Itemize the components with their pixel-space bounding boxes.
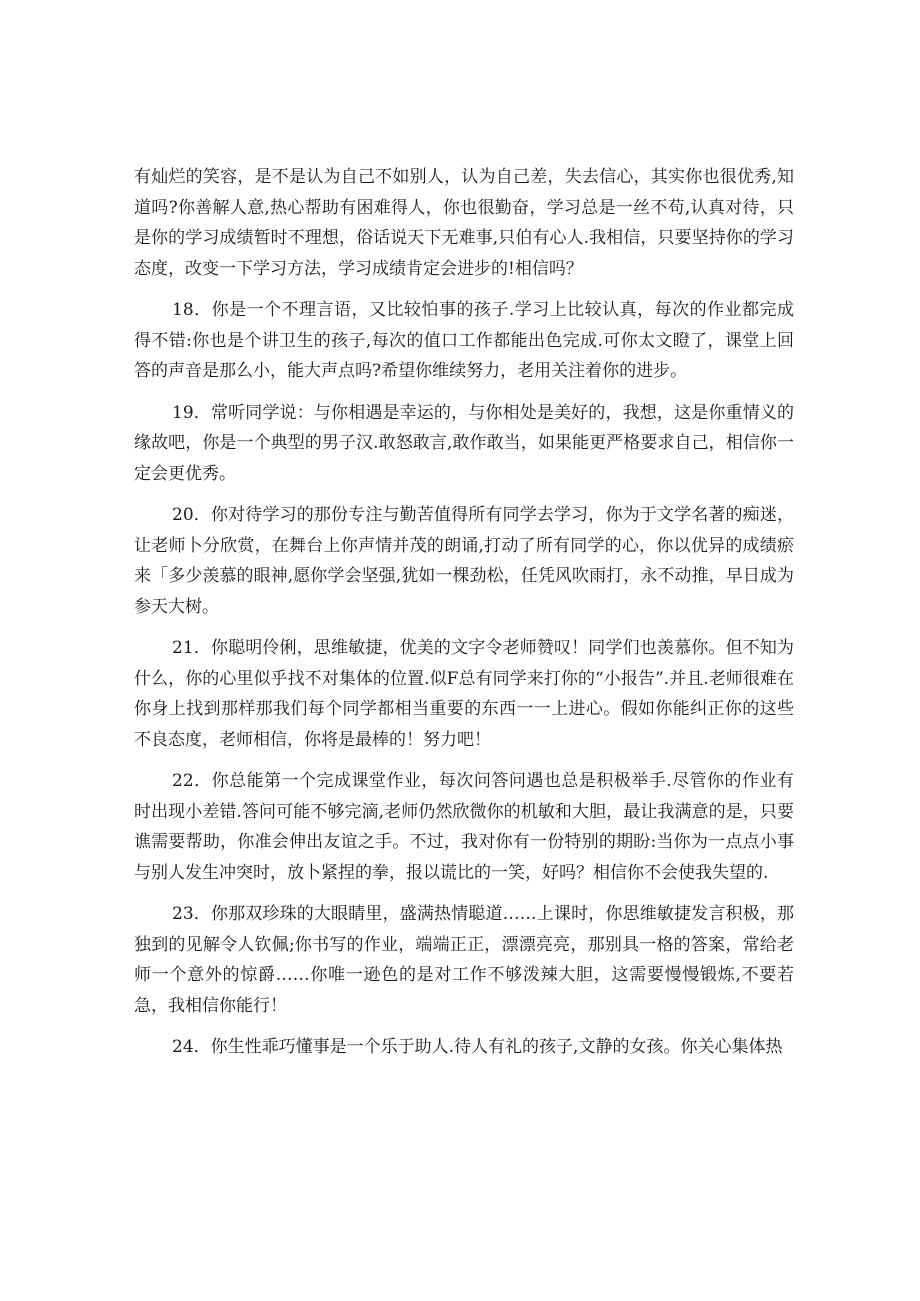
document-body <box>134 162 794 1074</box>
paragraph-17-continued: 有灿烂的笑容，是不是认为自己不如别人，认为自己差，失去信心，其实你也很优秀,知道吗?你善解人意,热心帮助有困难得人，你也很勤奋，学习总是一丝不苟,认真对待，只是你的学习成绩暂时不理想，俗话说天下无难事,只伯有心人.我相信，只要坚持你的学习态度，改变一下学习方法，学习成绩肯定会进步的!相信吗？ <box>134 167 794 279</box>
paragraph-24: 24．你生性乖巧懂事是一个乐于助人.待人有礼的孩子,文静的女孩。你关心集体热 <box>172 1037 783 1057</box>
paragraph-20: 20．你对待学习的那份专注与勤苦值得所有同学去学习，你为于文学名著的痴迷，让老师卜分欣赏，在舞台上你声情并茂的朗诵,打动了所有同学的心，你以优异的成绩瘀来「多少羡慕的眼神,愿你学会坚强,犹如一棵劲松，任凭风吹雨打，永不动推，早日成为参天大树。 <box>134 505 794 617</box>
paragraph-18: 18．你是一个不理言语，又比较怕事的孩子.学习上比较认真，每次的作业都完成得不错:你也是个讲卫生的孩子,每次的值口工作都能出色完成.可你太文瞪了，课堂上回答的声音是那么小，能大声点吗?希望你维续努力，老用关注着你的进步。 <box>134 300 794 381</box>
paragraph-19: 19．常听同学说：与你相遇是幸运的，与你相处是美好的，我想，这是你重情义的缘故吧，你是一个典型的男子汉.敢怒敢言,敢作敢当，如果能更严格要求自己，相信你一定会更优秀。 <box>134 402 794 484</box>
paragraph-21: 21．你聪明伶俐，思维敏捷，优美的文字令老师赞叹！同学们也羡慕你。但不知为什么，你的心里似乎找不对集体的位置.似F总有同学来打你的“小报告”.并且.老师很难在你身上找到那样那我们每个同学都相当重要的东西一一上进心。假如你能纠正你的这些不良态度，老师相信，你将是最棒的！努力吧！ <box>134 638 794 750</box>
paragraph-23: 23．你那双珍珠的大眼睛里，盛满热情聪道……上课时，你思维敏捷发言积极，那独到的见解令人钦佩;你书写的作业，端端正正，漂漂亮亮，那别具一格的答案，常给老师一个意外的惊爵……你唯一逊色的是对工作不够泼辣大胆，这需要慢慢锻炼,不要若急，我相信你能行！ <box>134 904 794 1016</box>
paragraph-22: 22．你总能第一个完成课堂作业，每次问答问遇也总是积极举手.尽管你的作业有时出现小差错.答问可能不够完滴,老师仍然欣微你的机敏和大胆，最让我满意的是，只要谯需要帮助，你准会伸出友谊之手。不过，我对你有一份特别的期盼:当你为一点点小事与别人发生冲突时，放卜紧捏的拳，报以谎比的一笑，好吗？相信你不会使我失望的. <box>134 771 794 883</box>
